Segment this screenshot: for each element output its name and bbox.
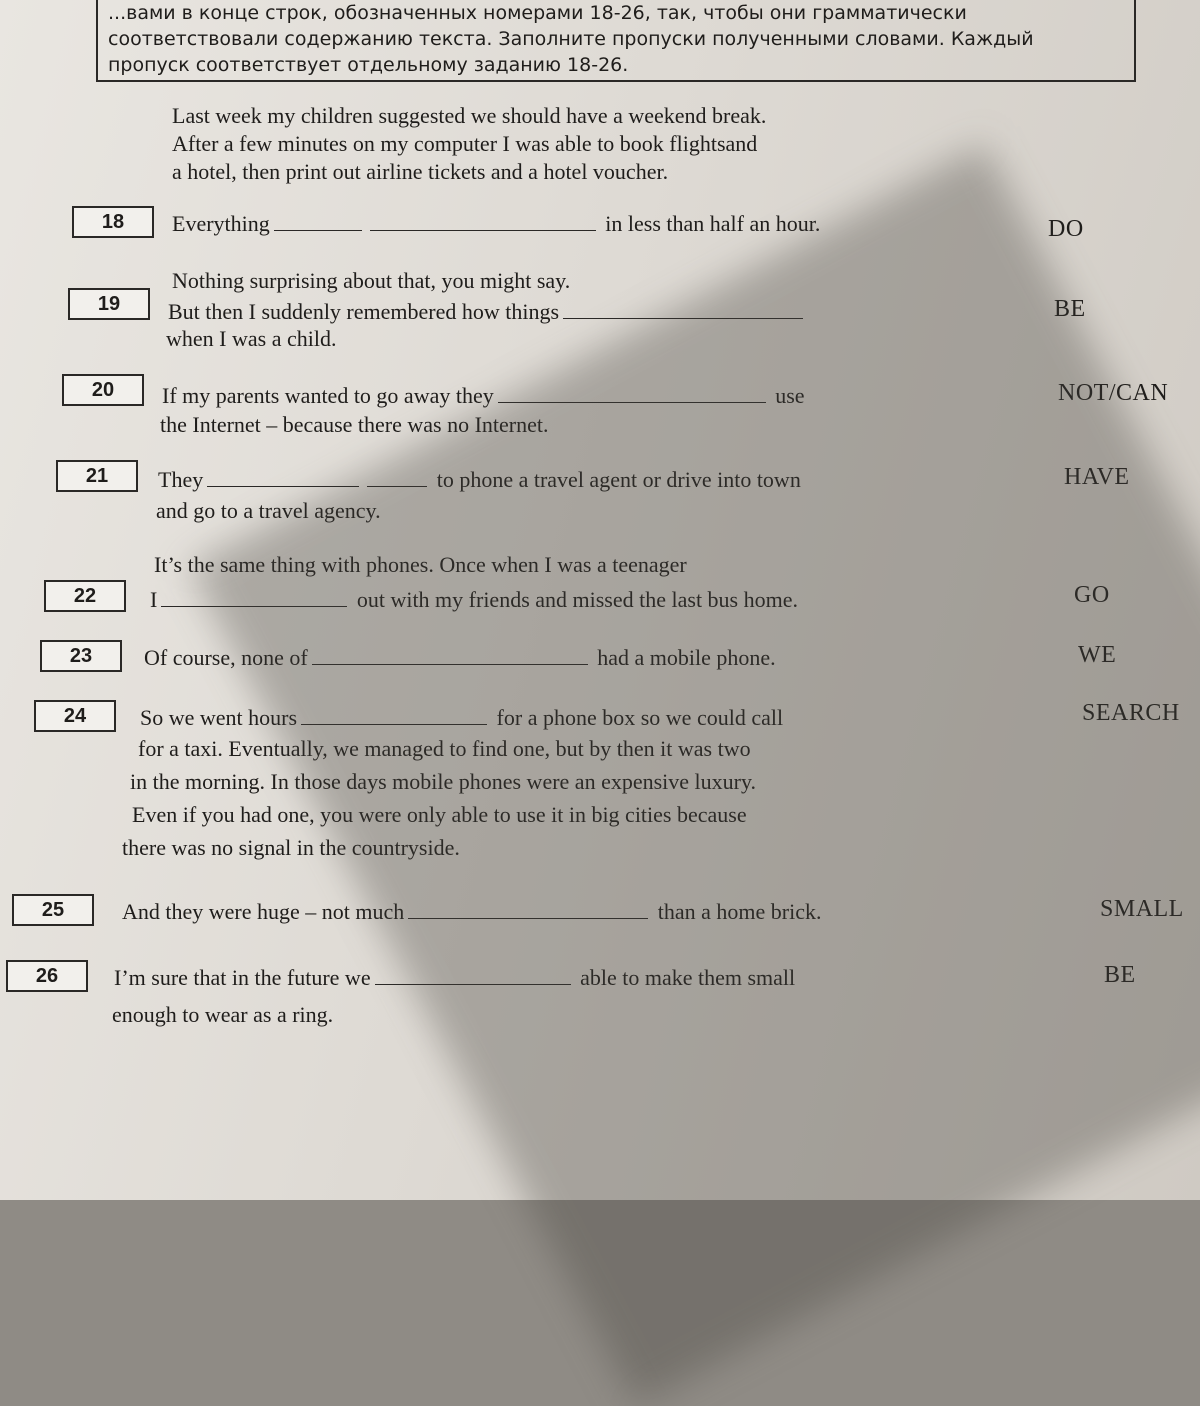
sentence-part: I’m sure that in the future we bbox=[114, 965, 371, 990]
answer-blank[interactable] bbox=[498, 380, 766, 403]
item-number-box: 19 bbox=[68, 288, 150, 320]
item-sentence bbox=[172, 208, 820, 239]
sentence-part: Of course, none of bbox=[144, 645, 308, 670]
item-sentence bbox=[114, 962, 795, 993]
sentence-part: able to make them small bbox=[580, 965, 796, 990]
answer-blank[interactable] bbox=[161, 584, 347, 607]
item-number-box: 23 bbox=[40, 640, 122, 672]
item-sentence bbox=[158, 464, 801, 495]
answer-blank[interactable] bbox=[408, 896, 648, 919]
answer-blank[interactable] bbox=[207, 464, 359, 487]
paragraph-line: for a taxi. Eventually, we managed to find one, but by then it was two bbox=[138, 736, 751, 761]
answer-blank[interactable] bbox=[301, 702, 487, 725]
base-word: SMALL bbox=[1100, 896, 1184, 922]
item-number-box: 25 bbox=[12, 894, 94, 926]
sentence-continuation: the Internet – because there was no Internet. bbox=[160, 412, 549, 437]
item-number-box: 22 bbox=[44, 580, 126, 612]
instructions-line-3: пропуск соответствует отдельному заданию 18-26. bbox=[108, 54, 629, 76]
sentence-part: I bbox=[150, 587, 158, 612]
sentence-part: for a phone box so we could call bbox=[496, 705, 784, 730]
lead-sentence: It’s the same thing with phones. Once when I was a teenager bbox=[154, 552, 687, 577]
item-sentence bbox=[122, 896, 822, 927]
answer-blank[interactable] bbox=[312, 642, 588, 665]
sentence-part: And they were huge – not much bbox=[122, 899, 405, 924]
instructions-line-1: ...вами в конце строк, обозначенных номерами 18-26, так, чтобы они грамматически bbox=[108, 2, 967, 24]
base-word: SEARCH bbox=[1082, 700, 1180, 726]
sentence-part: had a mobile phone. bbox=[597, 645, 776, 670]
sentence-part: But then I suddenly remembered how things bbox=[168, 299, 560, 324]
item-number-box: 24 bbox=[34, 700, 116, 732]
base-word: HAVE bbox=[1064, 464, 1130, 490]
item-number-box: 21 bbox=[56, 460, 138, 492]
answer-blank[interactable] bbox=[563, 296, 803, 319]
base-word: NOT/CAN bbox=[1058, 380, 1169, 406]
sentence-part: use bbox=[775, 383, 805, 408]
sentence-part: to phone a travel agent or drive into town bbox=[436, 467, 801, 492]
sentence-part: than a home brick. bbox=[657, 899, 822, 924]
base-word: DO bbox=[1048, 216, 1084, 242]
task-instructions-box bbox=[96, 0, 1136, 82]
paragraph-line: in the morning. In those days mobile phones were an expensive luxury. bbox=[130, 769, 757, 794]
answer-blank[interactable] bbox=[370, 208, 596, 231]
sentence-part: out with my friends and missed the last bus home. bbox=[356, 587, 798, 612]
intro-paragraph bbox=[172, 102, 766, 186]
sentence-part: in less than half an hour. bbox=[605, 211, 821, 236]
answer-blank[interactable] bbox=[367, 464, 427, 487]
paragraph-line: Even if you had one, you were only able to use it in big cities because bbox=[132, 802, 747, 827]
item-sentence bbox=[144, 642, 776, 673]
base-word: BE bbox=[1054, 296, 1086, 322]
sentence-continuation: when I was a child. bbox=[166, 326, 337, 351]
base-word: GO bbox=[1074, 582, 1110, 608]
item-number-box: 26 bbox=[6, 960, 88, 992]
answer-blank[interactable] bbox=[274, 208, 362, 231]
item-sentence bbox=[162, 380, 805, 411]
sentence-part: If my parents wanted to go away they bbox=[162, 383, 494, 408]
item-number-box: 18 bbox=[72, 206, 154, 238]
paragraph-line: there was no signal in the countryside. bbox=[122, 835, 460, 860]
sentence-part: Everything bbox=[172, 211, 270, 236]
intro-line: a hotel, then print out airline tickets and a hotel voucher. bbox=[172, 159, 669, 184]
item-number-box: 20 bbox=[62, 374, 144, 406]
instructions-line-2: соответствовали содержанию текста. Заполните пропуски полученными словами. Каждый bbox=[108, 28, 1034, 50]
sentence-continuation: and go to a travel agency. bbox=[156, 498, 381, 523]
item-sentence bbox=[168, 296, 807, 327]
answer-blank[interactable] bbox=[375, 962, 571, 985]
item-sentence bbox=[150, 584, 798, 615]
sentence-part: They bbox=[158, 467, 204, 492]
lead-sentence: Nothing surprising about that, you might say. bbox=[172, 268, 571, 293]
item-sentence bbox=[140, 702, 783, 733]
base-word: WE bbox=[1078, 642, 1117, 668]
intro-line: Last week my children suggested we should have a weekend break. bbox=[172, 103, 767, 128]
sentence-continuation: enough to wear as a ring. bbox=[112, 1002, 334, 1027]
sentence-part: So we went hours bbox=[140, 705, 298, 730]
intro-line: After a few minutes on my computer I was able to book flightsand bbox=[172, 131, 758, 156]
base-word: BE bbox=[1104, 962, 1136, 988]
